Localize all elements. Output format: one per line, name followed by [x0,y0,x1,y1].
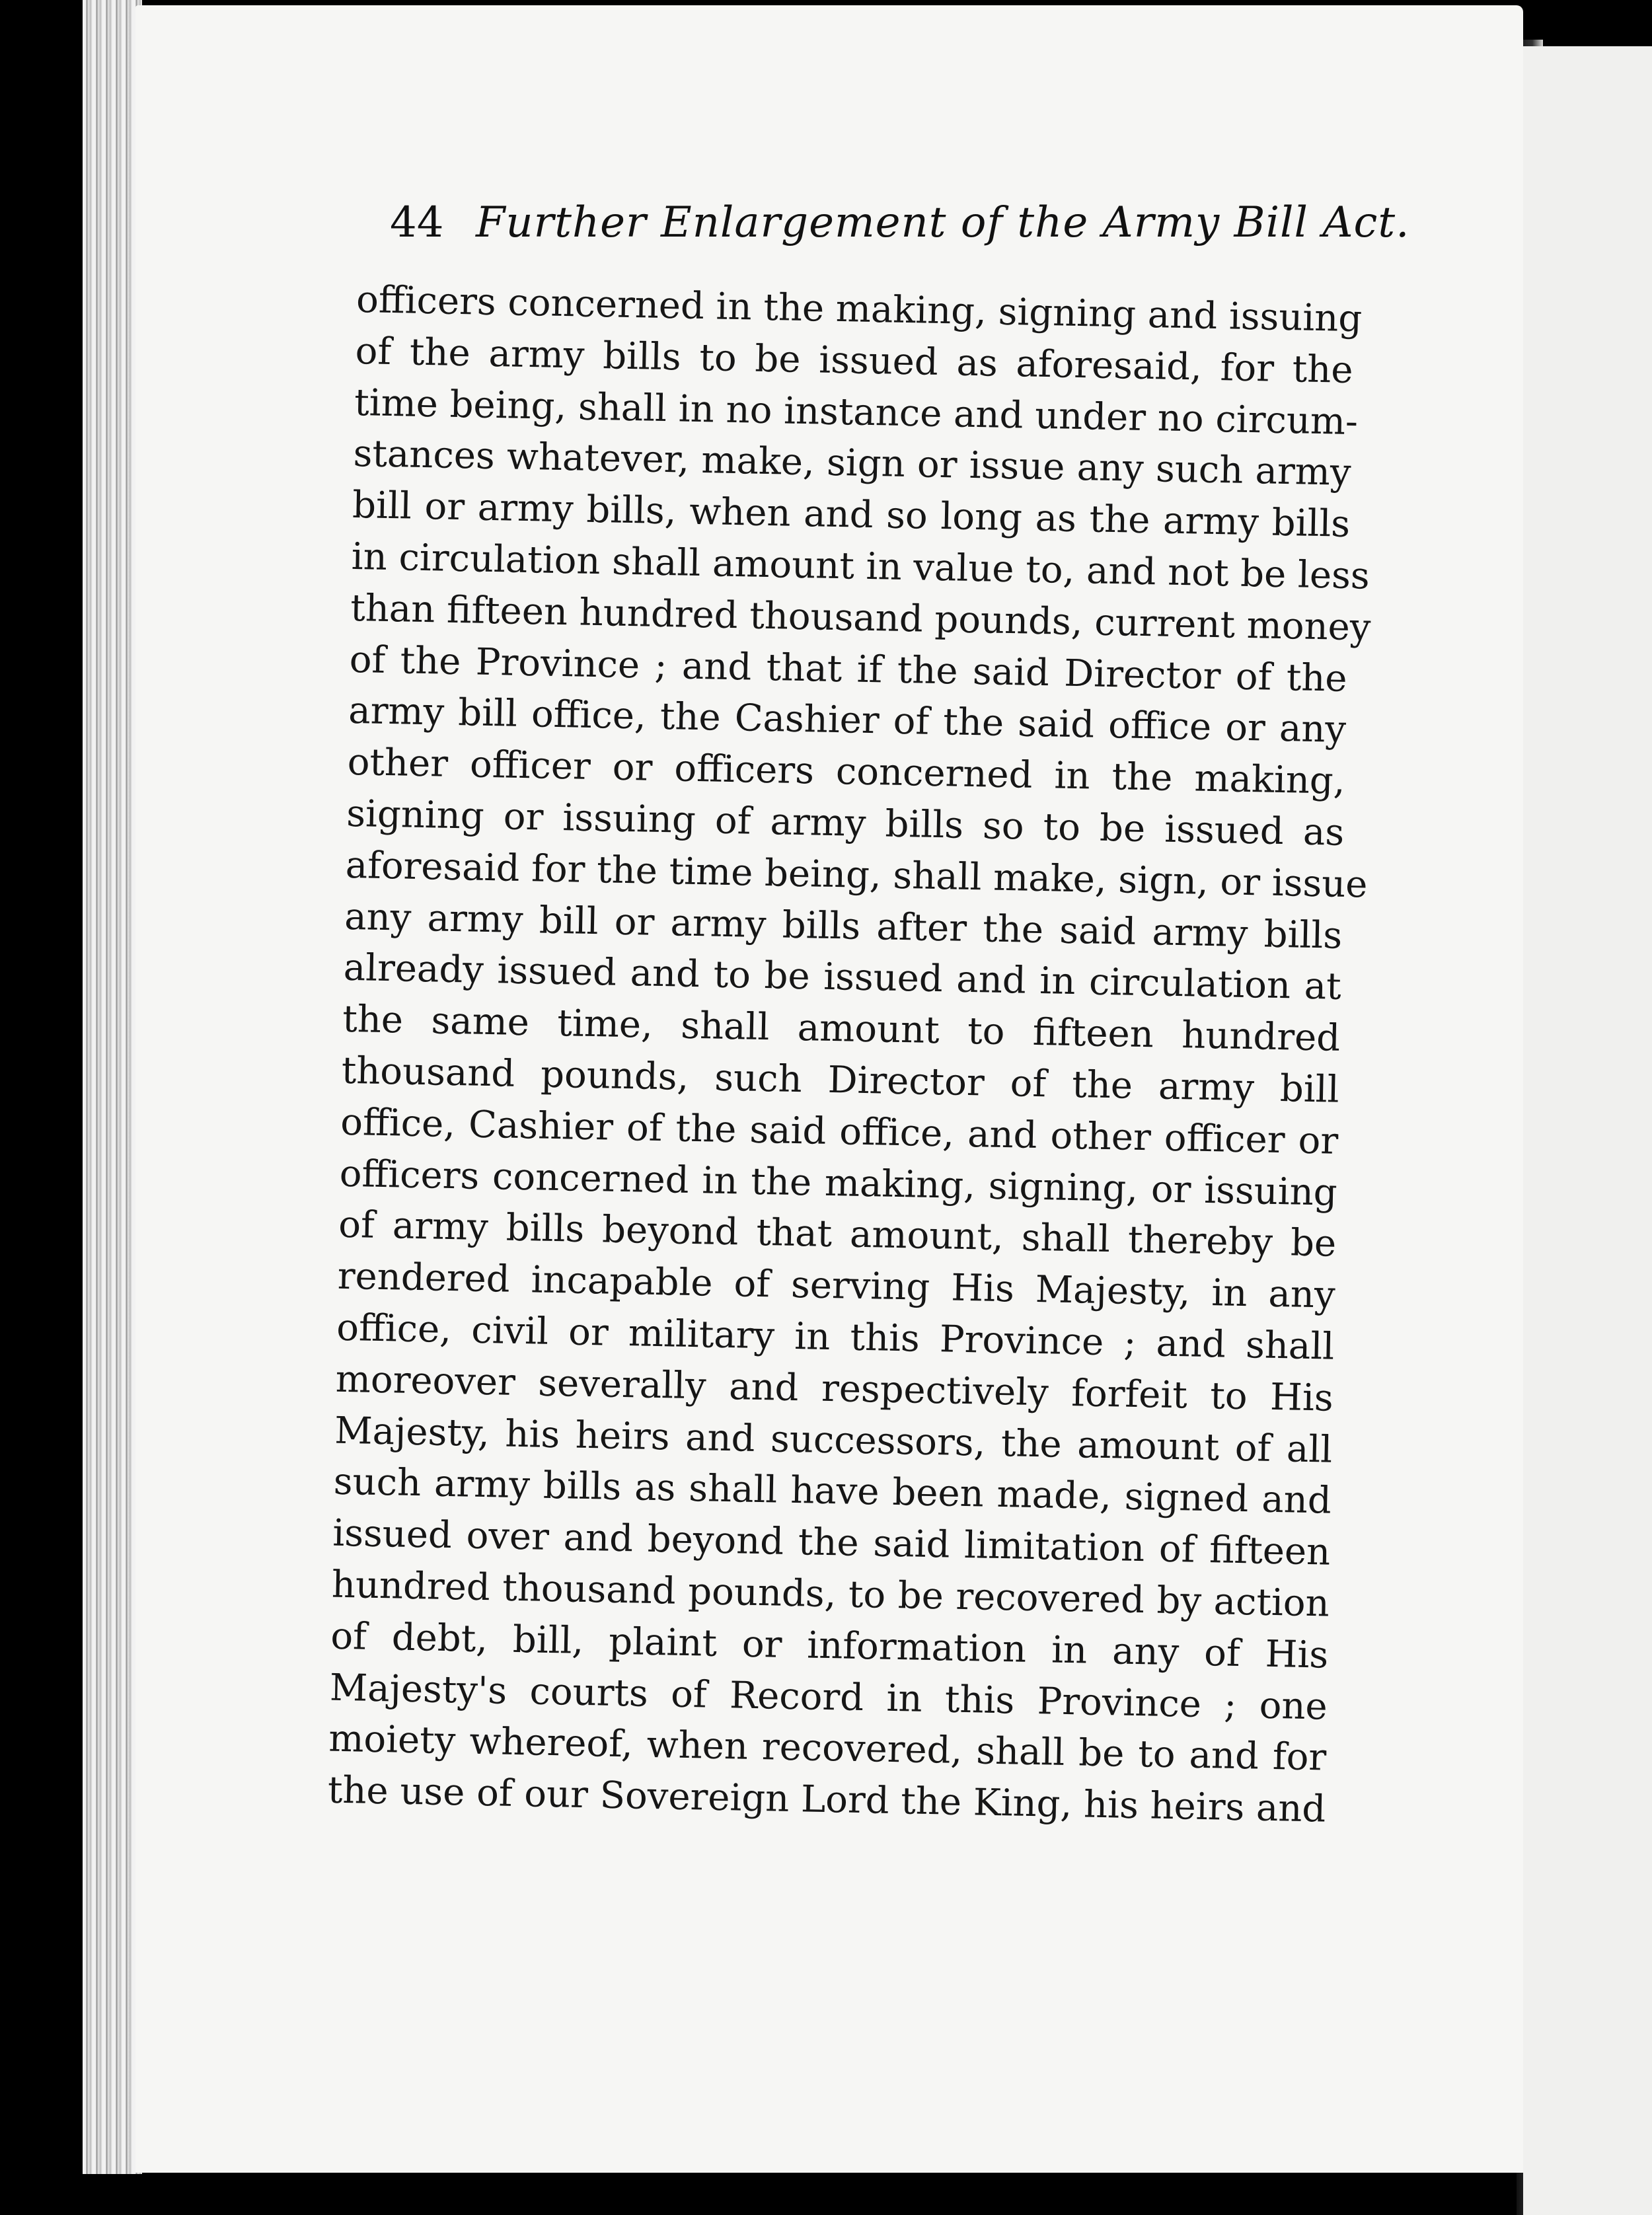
text-line: of army bills beyond that amount, shall thereby be [338,1203,1337,1266]
text-line: of debt, bill, plaint or information in any of His [330,1614,1329,1677]
text-line: office, civil or military in this Province ; and shall [336,1306,1335,1369]
running-title: Further Enlargement of the Army Bill Act. [476,198,1410,247]
page-edge [83,0,142,2174]
text-line: Majesty's courts of Record in this Province ; one [329,1666,1328,1729]
text-line: army bill office, the Cashier of the said office or any [348,689,1347,752]
page-number: 44 [390,198,444,247]
text-line: the use of our Sovereign Lord the King, his heirs and [327,1768,1326,1831]
text-line: the same time, shall amount to fifteen hundred [342,997,1341,1060]
text-line: issued over and beyond the said limitation of fifteen [332,1511,1331,1574]
text-line: office, Cashier of the said office, and other officer or [340,1100,1339,1163]
text-line: time being, shall in no instance and under no circum- [354,381,1359,443]
text-line: rendered incapable of serving His Majesty, in any [337,1254,1336,1317]
text-line: bill or army bills, when and so long as the army bills [352,484,1351,546]
text-line: aforesaid for the time being, shall make, sign, or issue [345,843,1369,907]
text-line: officers concerned in the making, signing and issuing [356,278,1363,341]
text-line: thousand pounds, such Director of the army bill [341,1049,1340,1111]
facing-page-edge [1523,46,1652,2215]
text-line: than fifteen hundred thousand pounds, current money [350,586,1372,650]
running-head [390,198,1410,247]
text-line: other officer or officers concerned in the making, [347,741,1346,804]
text-line: officers concerned in the making, signing, or issuing [339,1152,1338,1215]
text-line: any army bill or army bills after the said army bills [344,895,1343,957]
text-line: hundred thousand pounds, to be recovered by action [331,1563,1330,1626]
text-line: signing or issuing of army bills so to be issued as [346,792,1345,854]
text-line: in circulation shall amount in value to, and not be less [351,535,1370,598]
text-line: of the army bills to be issued as aforesaid, for the [355,329,1354,392]
text-line: of the Province ; and that if the said Director of the [349,638,1348,700]
text-line: such army bills as shall have been made, signed and [333,1460,1332,1522]
text-line: moreover severally and respectively forfeit to His [335,1357,1334,1420]
body-text [327,274,1372,1835]
text-line: already issued and to be issued and in circulation at [343,946,1342,1009]
text-line: Majesty, his heirs and successors, the amount of all [334,1409,1333,1472]
text-line: moiety whereof, when recovered, shall be to and for [328,1717,1327,1780]
text-line: stances whatever, make, sign or issue any such army [353,432,1352,495]
